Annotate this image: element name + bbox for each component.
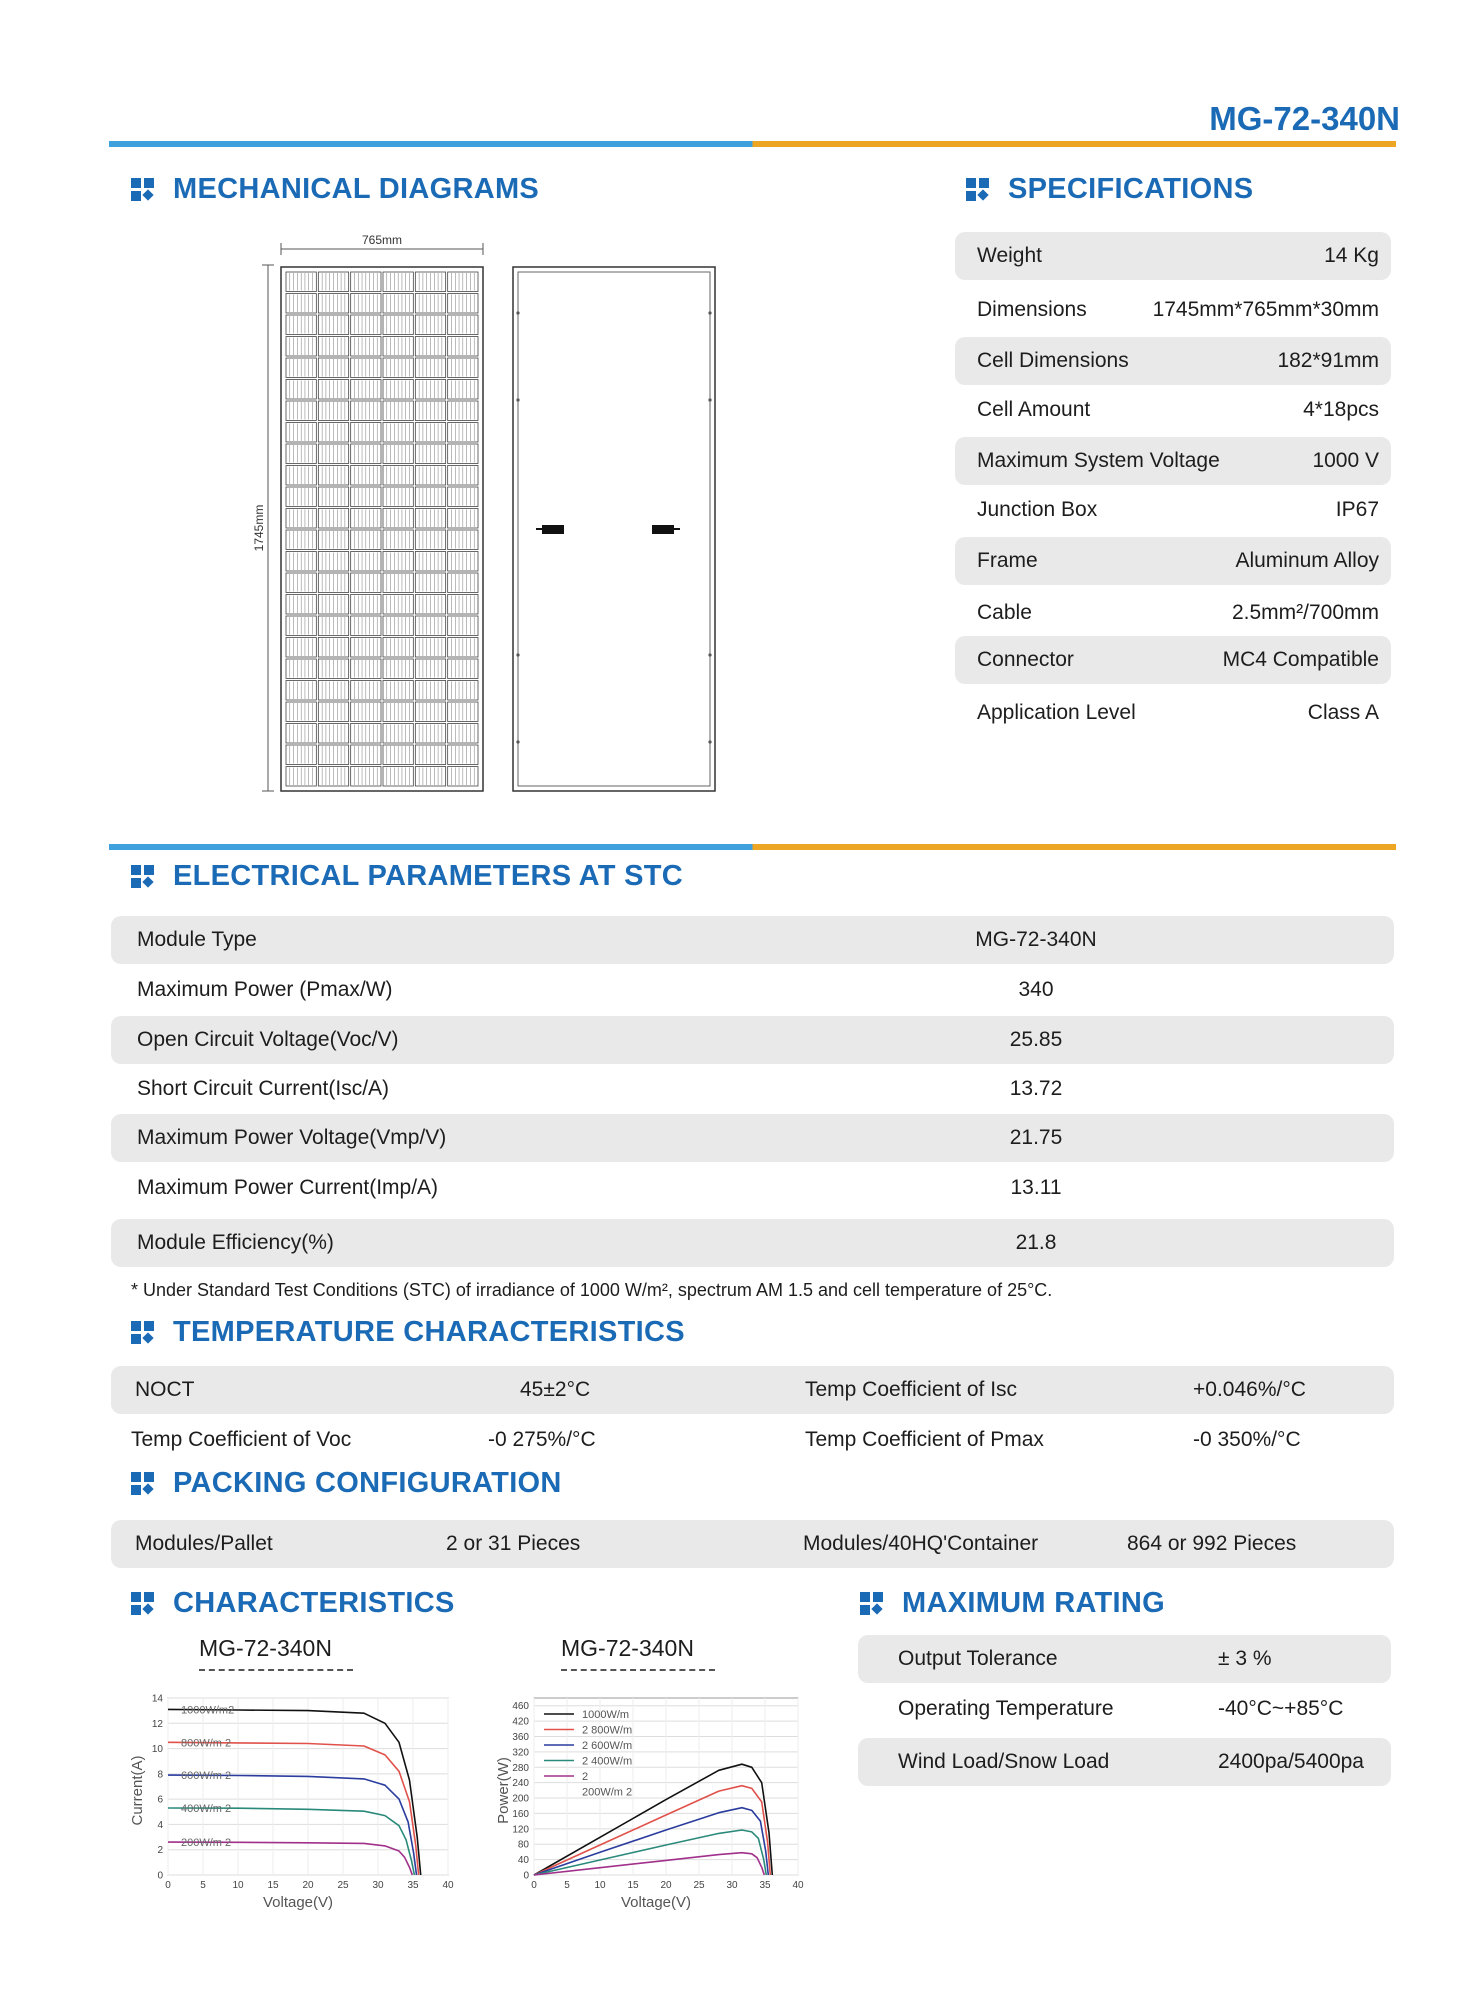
y-tick-label: 0 (157, 1870, 163, 1882)
x-axis-label: Voltage(V) (620, 1894, 692, 1911)
spec-value: 14 Kg (1324, 244, 1379, 267)
electrical-value: 21.8 (1015, 1231, 1057, 1254)
max-rating-section-title: MAXIMUM RATING (860, 1587, 1165, 1620)
electrical-row (111, 916, 1394, 964)
x-tick-label: 5 (200, 1880, 206, 1891)
iv-curve-chart (128, 1688, 454, 1918)
x-tick-label: 15 (267, 1880, 279, 1891)
packing-value: 864 or 992 Pieces (1127, 1532, 1297, 1555)
electrical-value: MG-72-340N (975, 928, 1097, 951)
y-axis-label: Current(A) (129, 1755, 146, 1826)
legend-label: 200W/m 2 (582, 1786, 633, 1799)
spec-value: 182*91mm (1277, 349, 1379, 372)
y-tick-label: 240 (512, 1778, 529, 1790)
max-rating-value: ± 3 % (1218, 1647, 1272, 1670)
electrical-value: 25.85 (1009, 1028, 1063, 1051)
max-rating-label: Operating Temperature (898, 1697, 1114, 1720)
section-divider (109, 844, 1396, 850)
max-rating-row (858, 1738, 1391, 1786)
temp-label: NOCT (135, 1378, 195, 1401)
pv-curve-chart (468, 1688, 808, 1918)
packing-value: 2 or 31 Pieces (446, 1532, 581, 1555)
y-tick-label: 14 (151, 1693, 163, 1705)
spec-value: Class A (1307, 701, 1379, 724)
x-tick-label: 40 (442, 1880, 454, 1891)
iv-chart-title: MG-72-340N (199, 1635, 353, 1662)
max-rating-row (858, 1685, 1391, 1733)
model-code: MG-72-340N (1209, 100, 1400, 137)
electrical-section-title: ELECTRICAL PARAMETERS AT STC (131, 860, 683, 893)
temp-value: +0.046%/°C (1193, 1378, 1306, 1401)
spec-label: Frame (977, 549, 1038, 572)
spec-row (955, 636, 1391, 684)
spec-label: Maximum System Voltage (977, 449, 1220, 472)
electrical-row (111, 1164, 1394, 1212)
y-tick-label: 460 (512, 1701, 529, 1713)
spec-value: 1000 V (1312, 449, 1379, 472)
electrical-label: Maximum Power (Pmax/W) (137, 978, 393, 1001)
grid-icon (860, 1592, 884, 1616)
temperature-row (111, 1416, 1394, 1464)
spec-value: Aluminum Alloy (1235, 549, 1379, 572)
mechanical-section-title: MECHANICAL DIAGRAMS (131, 173, 539, 206)
series-label: 200W/m 2 (181, 1837, 232, 1850)
max-rating-value: 2400pa/5400pa (1218, 1750, 1364, 1773)
spec-label: Cell Amount (977, 398, 1091, 421)
electrical-label: Short Circuit Current(Isc/A) (137, 1077, 390, 1100)
y-tick-label: 120 (512, 1824, 529, 1836)
y-tick-label: 360 (512, 1731, 529, 1743)
spec-row (955, 232, 1391, 280)
header-divider (109, 141, 1396, 147)
y-tick-label: 320 (512, 1747, 529, 1759)
characteristics-section-title: CHARACTERISTICS (131, 1587, 455, 1620)
electrical-value: 340 (1018, 978, 1054, 1001)
y-tick-label: 6 (157, 1794, 163, 1806)
x-tick-label: 5 (564, 1880, 570, 1891)
x-tick-label: 30 (372, 1880, 384, 1891)
electrical-value: 13.11 (1010, 1176, 1062, 1199)
y-tick-label: 420 (512, 1716, 529, 1728)
x-tick-label: 10 (232, 1880, 244, 1891)
y-tick-label: 10 (151, 1744, 163, 1756)
specifications-section-title: SPECIFICATIONS (966, 173, 1253, 206)
electrical-label: Module Efficiency(%) (137, 1231, 334, 1254)
y-axis-label: Power(W) (495, 1757, 512, 1824)
spec-value: IP67 (1335, 498, 1379, 521)
spec-label: Connector (977, 648, 1074, 671)
y-tick-label: 200 (512, 1793, 529, 1805)
spec-label: Weight (977, 244, 1042, 267)
spec-value: MC4 Compatible (1222, 648, 1379, 671)
x-tick-label: 30 (726, 1880, 738, 1891)
legend-label: 2 400W/m (582, 1755, 633, 1768)
packing-label: Modules/40HQ'Container (803, 1532, 1039, 1555)
x-tick-label: 25 (693, 1880, 705, 1891)
x-tick-label: 35 (759, 1880, 771, 1891)
temp-value: 45±2°C (520, 1378, 591, 1401)
spec-label: Application Level (977, 701, 1136, 724)
spec-row (955, 486, 1391, 534)
series-label: 600W/m 2 (181, 1770, 232, 1783)
series-label: 800W/m 2 (181, 1737, 232, 1750)
grid-icon (131, 1592, 155, 1616)
max-rating-value: -40°C~+85°C (1218, 1697, 1344, 1720)
packing-row (111, 1520, 1394, 1568)
mechanical-drawing (250, 225, 730, 795)
y-tick-label: 0 (523, 1870, 529, 1882)
legend-label: 1000W/m (582, 1709, 630, 1721)
y-tick-label: 40 (517, 1855, 529, 1867)
grid-icon (131, 178, 155, 202)
series-label: 400W/m 2 (181, 1802, 232, 1815)
y-tick-label: 4 (157, 1819, 163, 1831)
spec-row (955, 589, 1391, 637)
grid-icon (131, 1472, 155, 1496)
electrical-row (111, 1016, 1394, 1064)
x-tick-label: 10 (594, 1880, 606, 1891)
temperature-row (111, 1366, 1394, 1414)
x-tick-label: 0 (165, 1880, 171, 1891)
spec-row (955, 437, 1391, 485)
electrical-label: Open Circuit Voltage(Voc/V) (137, 1028, 399, 1051)
electrical-label: Module Type (137, 928, 257, 951)
spec-label: Dimensions (977, 298, 1087, 321)
x-tick-label: 25 (337, 1880, 349, 1891)
electrical-value: 21.75 (1009, 1126, 1063, 1149)
electrical-value: 13.72 (1009, 1077, 1063, 1100)
pv-chart-title: MG-72-340N (561, 1635, 715, 1662)
x-tick-label: 20 (302, 1880, 314, 1891)
y-tick-label: 12 (151, 1718, 163, 1730)
x-tick-label: 35 (407, 1880, 419, 1891)
x-tick-label: 15 (627, 1880, 639, 1891)
y-tick-label: 8 (157, 1769, 163, 1781)
spec-label: Cell Dimensions (977, 349, 1129, 372)
y-tick-label: 160 (512, 1808, 529, 1820)
series-label: 1000W/m2 (181, 1704, 235, 1717)
y-tick-label: 2 (157, 1845, 163, 1857)
stc-note: * Under Standard Test Conditions (STC) of irradiance of 1000 W/m², spectrum AM 1.5 and cell temperature of 25°C. (131, 1280, 1053, 1300)
x-tick-label: 20 (660, 1880, 672, 1891)
legend-label: 2 800W/m (582, 1724, 633, 1737)
max-rating-label: Output Tolerance (898, 1647, 1058, 1670)
legend-label: 2 (582, 1771, 589, 1783)
temp-label: Temp Coefficient of Pmax (805, 1428, 1044, 1451)
x-axis-label: Voltage(V) (262, 1894, 334, 1911)
packing-label: Modules/Pallet (135, 1532, 273, 1555)
spec-row (955, 386, 1391, 434)
max-rating-label: Wind Load/Snow Load (898, 1750, 1110, 1773)
x-tick-label: 40 (792, 1880, 804, 1891)
temp-label: Temp Coefficient of Isc (805, 1378, 1018, 1401)
temperature-section-title: TEMPERATURE CHARACTERISTICS (131, 1316, 685, 1349)
spec-value: 1745mm*765mm*30mm (1152, 298, 1379, 321)
spec-row (955, 286, 1391, 334)
electrical-label: Maximum Power Current(Imp/A) (137, 1176, 439, 1199)
spec-label: Junction Box (977, 498, 1098, 521)
legend-label: 2 600W/m (582, 1740, 633, 1752)
temp-value: -0 275%/°C (488, 1428, 596, 1451)
electrical-row (111, 1114, 1394, 1162)
electrical-row (111, 1065, 1394, 1113)
electrical-row (111, 1219, 1394, 1267)
max-rating-row (858, 1635, 1391, 1683)
y-tick-label: 80 (517, 1839, 529, 1851)
electrical-row (111, 966, 1394, 1014)
x-tick-label: 0 (531, 1880, 537, 1891)
height-dimension-label: 1745mm (252, 504, 266, 552)
grid-icon (131, 1321, 155, 1345)
temp-value: -0 350%/°C (1193, 1428, 1301, 1451)
y-tick-label: 280 (512, 1762, 529, 1774)
spec-row (955, 689, 1391, 737)
grid-icon (966, 178, 990, 202)
spec-value: 4*18pcs (1303, 398, 1379, 421)
width-dimension-label: 765mm (361, 233, 403, 247)
spec-label: Cable (977, 601, 1032, 624)
spec-row (955, 337, 1391, 385)
temp-label: Temp Coefficient of Voc (131, 1428, 352, 1451)
packing-section-title: PACKING CONFIGURATION (131, 1467, 562, 1500)
spec-value: 2.5mm²/700mm (1231, 601, 1379, 624)
electrical-label: Maximum Power Voltage(Vmp/V) (137, 1126, 447, 1149)
grid-icon (131, 865, 155, 889)
spec-row (955, 537, 1391, 585)
